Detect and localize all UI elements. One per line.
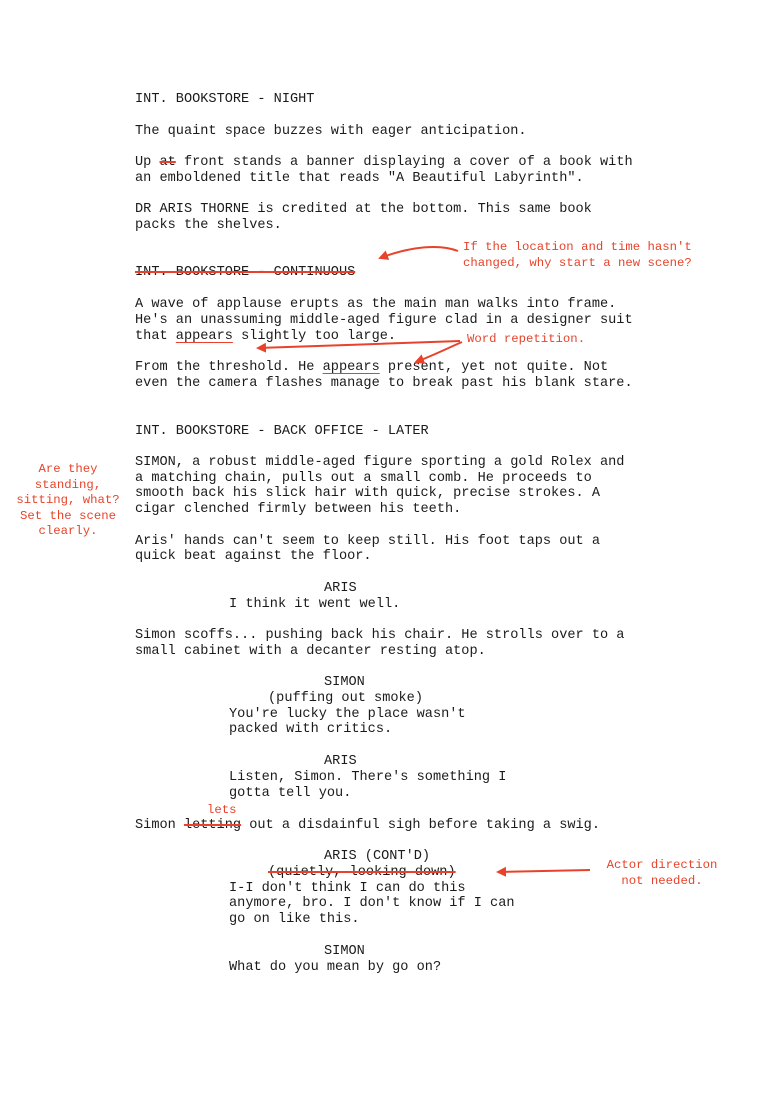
action-text: out a disdainful sigh before taking a swig.: [241, 818, 600, 833]
parenthetical: (puffing out smoke): [268, 691, 423, 706]
dialogue-line: I think it went well.: [229, 597, 401, 612]
action-text: Up: [135, 155, 160, 170]
action-text: From the threshold. He: [135, 360, 323, 375]
character-name: ARIS (CONT'D): [324, 849, 431, 864]
action-line: quick beat against the floor.: [135, 549, 372, 564]
annotation-direction-note: Actor direction not needed.: [606, 858, 718, 888]
dialogue-line: I-I don't think I can do this: [229, 881, 466, 896]
underlined-word: appears: [175, 329, 233, 344]
action-text: present, yet not quite. Not: [379, 360, 609, 375]
character-name: ARIS: [324, 754, 357, 769]
annotation-setting-note: Are they standing, sitting, what? Set the scene clearly.: [16, 462, 120, 538]
action-text: front stands a banner displaying a cover of a book with: [175, 155, 633, 170]
scene-heading: INT. BOOKSTORE - NIGHT: [135, 92, 315, 107]
action-line: Aris' hands can't seem to keep still. His foot taps out a: [135, 534, 600, 549]
action-line: cigar clenched firmly between his teeth.: [135, 502, 462, 517]
dialogue-line: gotta tell you.: [229, 786, 352, 801]
annotation-scene-note: If the location and time hasn't changed, why start a new scene?: [463, 240, 692, 270]
dialogue-line: What do you mean by go on?: [229, 960, 442, 975]
dialogue-line: anymore, bro. I don't know if I can: [229, 896, 515, 911]
action-line: [135, 818, 600, 834]
action-line: a matching chain, pulls out a small comb. He proceeds to: [135, 471, 592, 486]
dialogue-line: Listen, Simon. There's something I: [229, 770, 507, 785]
action-text: that: [135, 329, 176, 344]
arrow-repetition-second: [416, 342, 462, 362]
character-name: ARIS: [324, 581, 357, 596]
action-line: Simon scoffs... pushing back his chair. He strolls over to a: [135, 628, 625, 643]
action-line: an emboldened title that reads "A Beautiful Labyrinth".: [135, 171, 584, 186]
dialogue-line: go on like this.: [229, 912, 360, 927]
struck-word: letting: [183, 818, 242, 833]
dialogue-line: packed with critics.: [229, 722, 393, 737]
action-text: Simon: [135, 818, 184, 833]
action-line: [135, 360, 608, 376]
action-text: slightly too large.: [232, 329, 397, 344]
action-line: even the camera flashes manage to break past his blank stare.: [135, 376, 633, 391]
correction-text: lets: [207, 803, 237, 817]
character-name: SIMON: [324, 675, 365, 690]
struck-parenthetical: (quietly, looking down): [268, 865, 456, 880]
action-line: SIMON, a robust middle-aged figure sporting a gold Rolex and: [135, 455, 625, 470]
action-line: He's an unassuming middle-aged figure clad in a designer suit: [135, 313, 633, 328]
action-line: DR ARIS THORNE is credited at the bottom. This same book: [135, 202, 592, 217]
action-line: small cabinet with a decanter resting atop.: [135, 644, 486, 659]
annotation-repetition-note: Word repetition.: [467, 332, 586, 346]
struck-word: at: [159, 155, 176, 170]
dialogue-line: You're lucky the place wasn't: [229, 707, 466, 722]
character-name: SIMON: [324, 944, 365, 959]
action-line: The quaint space buzzes with eager anticipation.: [135, 124, 527, 139]
action-line: [135, 329, 396, 345]
scene-heading: INT. BOOKSTORE - BACK OFFICE - LATER: [135, 424, 429, 439]
action-line: packs the shelves.: [135, 218, 282, 233]
action-line: smooth back his slick hair with quick, precise strokes. A: [135, 486, 600, 501]
action-line: A wave of applause erupts as the main man walks into frame.: [135, 297, 617, 312]
underlined-word: appears: [322, 360, 380, 375]
action-line: [135, 155, 633, 171]
arrow-direction-note: [498, 870, 590, 872]
struck-scene-heading: INT. BOOKSTORE - CONTINUOUS: [135, 265, 356, 280]
arrow-scene-note: [380, 247, 458, 258]
